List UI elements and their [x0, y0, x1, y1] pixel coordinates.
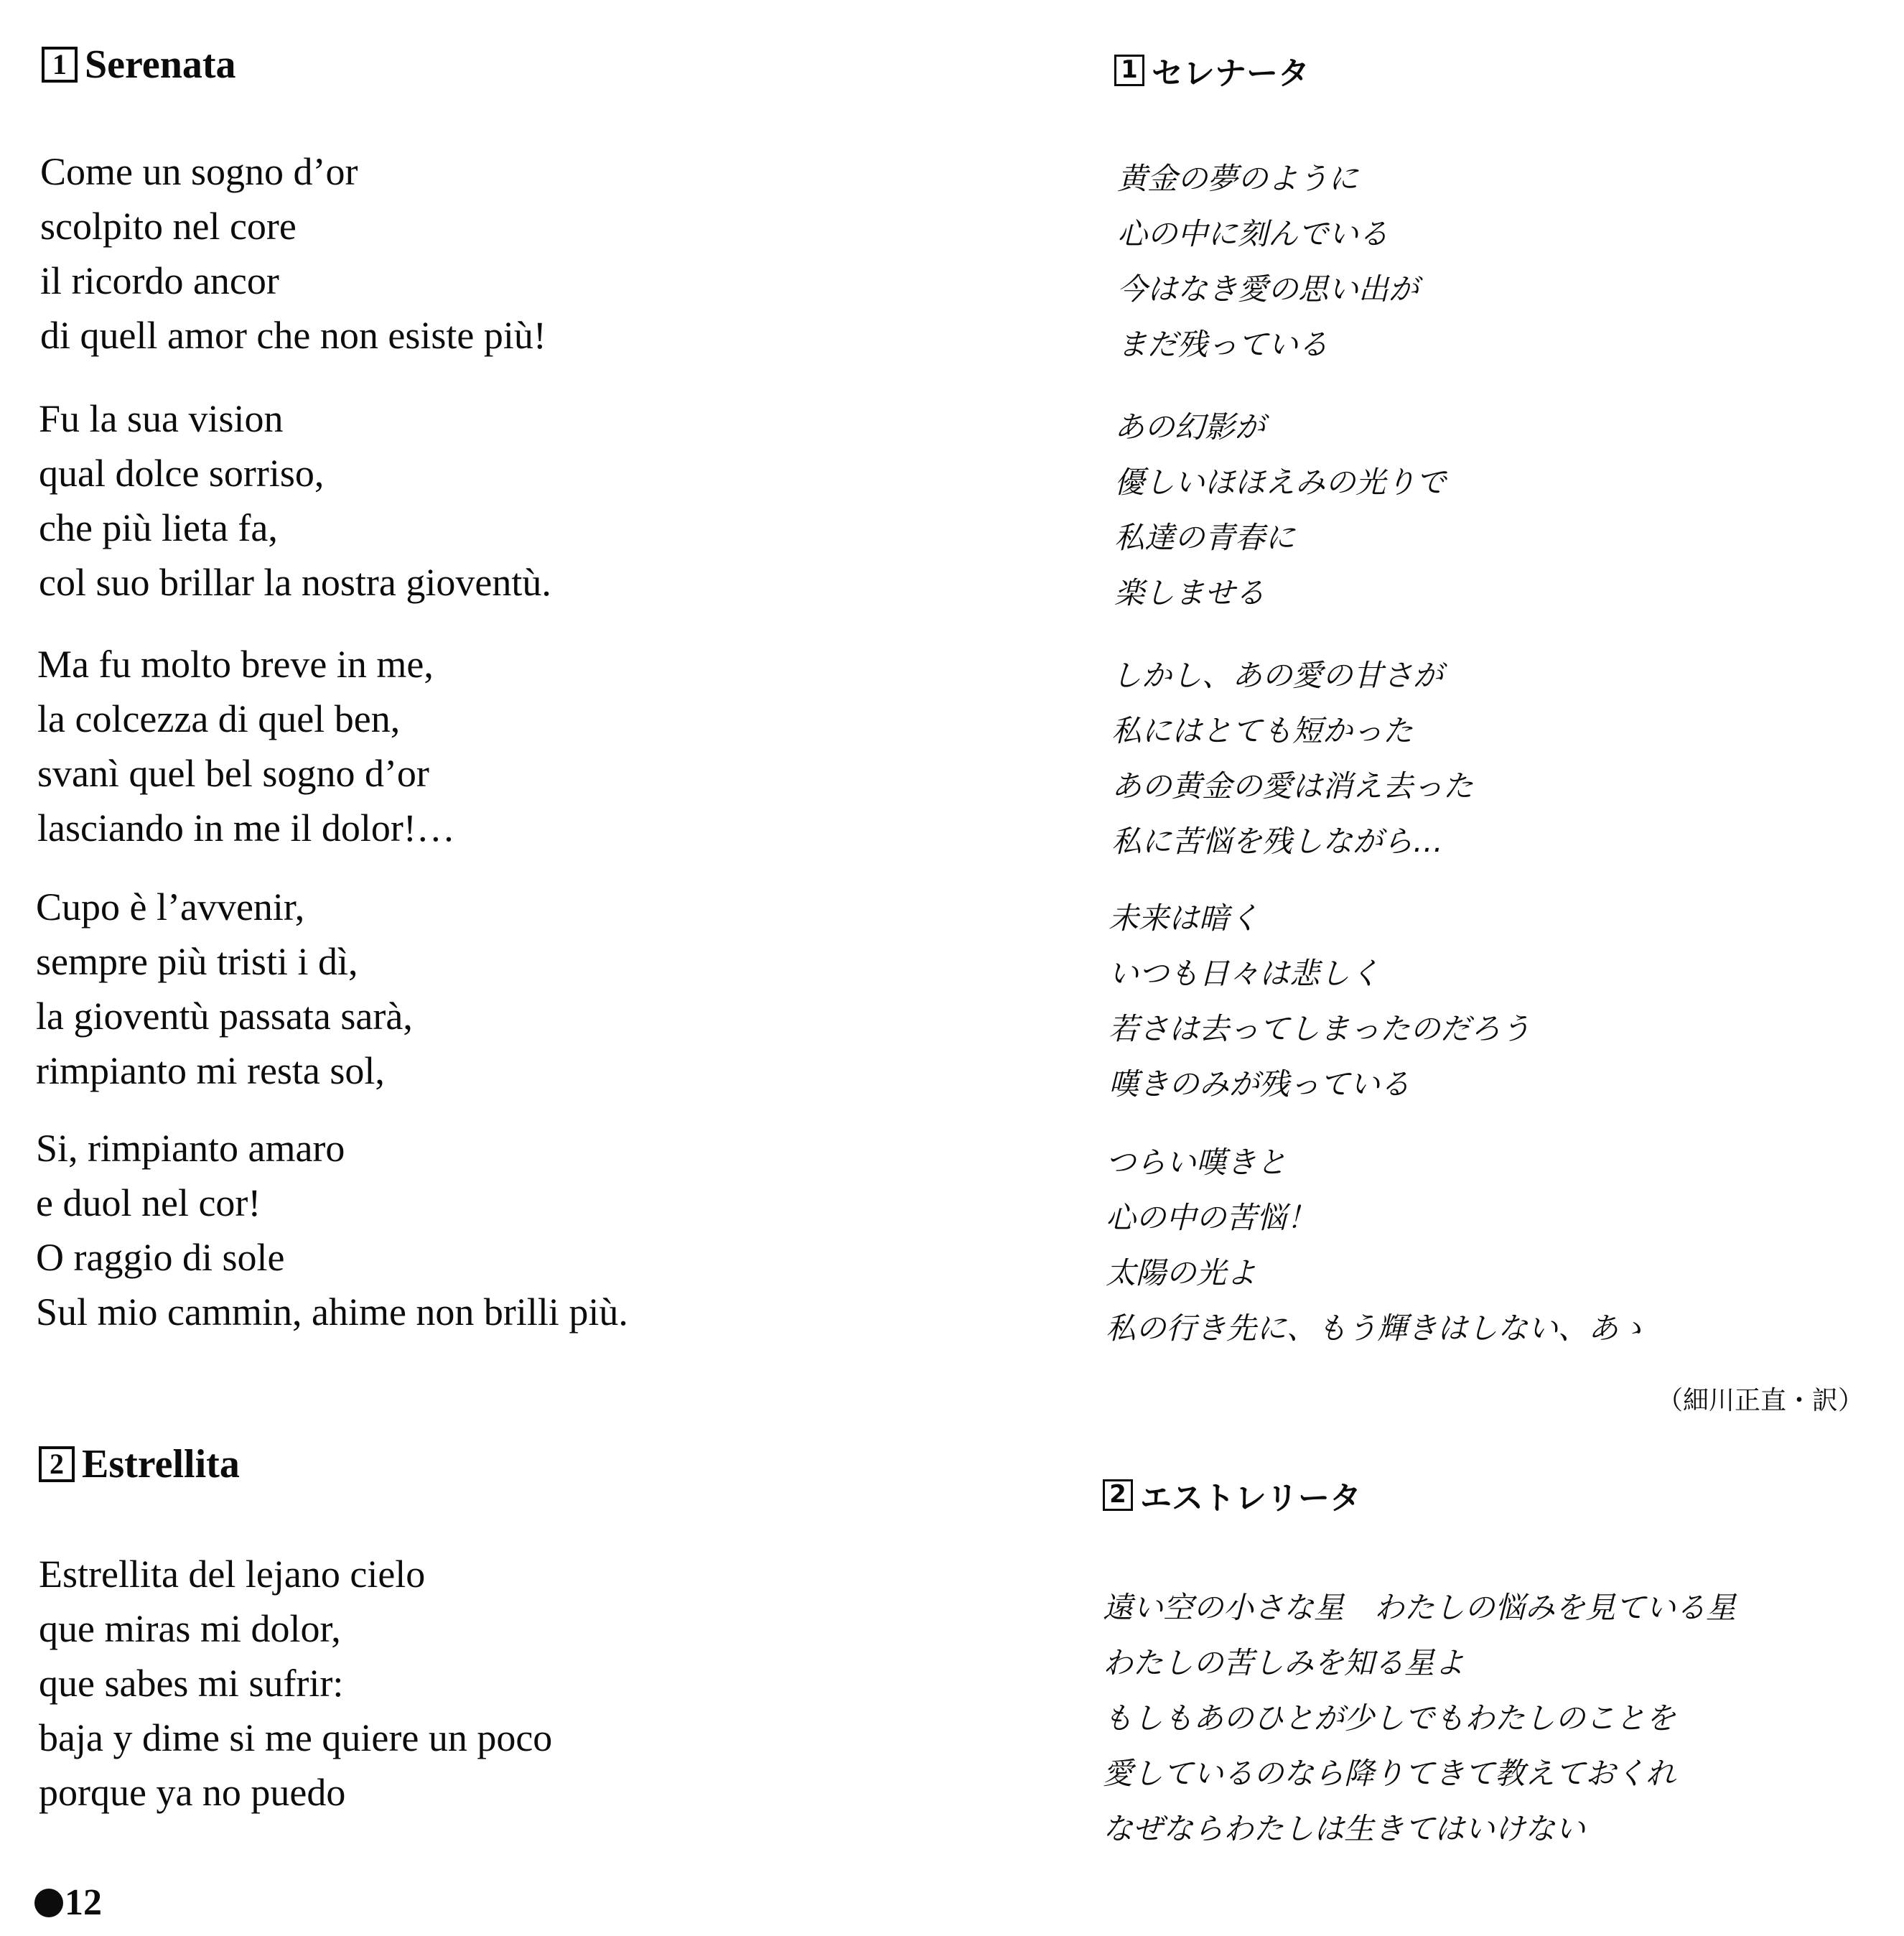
- lyric-line: e duol nel cor!: [36, 1181, 261, 1224]
- serenata-jp-stanza-3: [1111, 648, 1473, 869]
- lyric-line: 楽しませる: [1114, 575, 1266, 610]
- lyric-line: 嘆きのみが残っている: [1109, 1066, 1411, 1102]
- lyric-line: que miras mi dolor,: [39, 1607, 341, 1650]
- lyric-line: 太陽の光よ: [1106, 1255, 1257, 1290]
- lyric-line: Sul mio cammin, ahime non brilli più.: [36, 1290, 628, 1334]
- lyric-line: scolpito nel core: [40, 205, 297, 248]
- estrellita-heading: [39, 1441, 240, 1487]
- lyric-line: qual dolce sorriso,: [39, 452, 325, 495]
- estrellita-jp-heading: [1103, 1472, 1361, 1518]
- lyric-line: Estrellita del lejano cielo: [39, 1553, 426, 1596]
- serenata-jp-stanza-1: [1117, 151, 1419, 372]
- lyric-line: di quell amor che non esiste più!: [40, 314, 546, 357]
- lyric-line: rimpianto mi resta sol,: [36, 1049, 385, 1092]
- lyric-line: 未来は暗く: [1109, 900, 1260, 936]
- estrellita-lyrics: [39, 1547, 552, 1820]
- lyric-line: 私にはとても短かった: [1111, 713, 1414, 748]
- lyric-line: Ma fu molto breve in me,: [37, 643, 434, 686]
- lyric-line: Come un sogno d’or: [40, 150, 358, 193]
- lyric-line: baja y dime si me quiere un poco: [39, 1716, 553, 1759]
- section-title: エストレリータ: [1140, 1480, 1361, 1517]
- lyric-line: なぜならわたしは生きてはいけない: [1103, 1811, 1586, 1846]
- lyric-line: col suo brillar la nostra gioventù.: [39, 561, 551, 604]
- lyric-line: Cupo è l’avvenir,: [36, 885, 305, 929]
- lyric-line: que sabes mi sufrir:: [39, 1662, 344, 1705]
- serenata-jp-stanza-2: [1114, 399, 1446, 620]
- serenata-stanza-4: [36, 880, 413, 1098]
- lyric-line: porque ya no puedo: [39, 1771, 346, 1814]
- serenata-jp-heading: [1114, 47, 1310, 93]
- lyric-line: あの幻影が: [1114, 409, 1266, 445]
- lyric-line: 私達の青春に: [1114, 520, 1296, 555]
- serenata-stanza-3: [37, 637, 455, 855]
- lyric-line: sempre più tristi i dì,: [36, 940, 358, 983]
- lyric-line: la gioventù passata sarà,: [36, 995, 413, 1038]
- lyric-line: いつも日々は悲しく: [1109, 956, 1381, 991]
- lyric-line: che più lieta fa,: [39, 506, 278, 549]
- serenata-stanza-5: [36, 1121, 628, 1339]
- section-number-box: 1: [1114, 55, 1144, 86]
- section-title: Estrellita: [82, 1442, 240, 1486]
- lyric-line: 今はなき愛の思い出が: [1117, 271, 1419, 307]
- lyric-line: Fu la sua vision: [39, 397, 284, 440]
- serenata-jp-stanza-5: [1106, 1135, 1648, 1356]
- lyric-line: 若さは去ってしまったのだろう: [1109, 1011, 1531, 1046]
- lyric-line: 遠い空の小さな星 わたしの悩みを見ている星: [1103, 1590, 1737, 1625]
- lyric-line: 愛しているのなら降りてきて教えておくれ: [1103, 1756, 1676, 1791]
- lyric-line: svanì quel bel sogno d’or: [37, 752, 429, 795]
- serenata-heading: [42, 42, 236, 88]
- lyric-line: しかし、あの愛の甘さが: [1111, 658, 1444, 693]
- lyric-line: Si, rimpianto amaro: [36, 1127, 345, 1170]
- lyric-line: lasciando in me il dolor!…: [37, 806, 455, 850]
- lyric-line: la colcezza di quel ben,: [37, 697, 401, 740]
- section-title: セレナータ: [1152, 55, 1310, 92]
- section-title: Serenata: [85, 42, 236, 87]
- lyric-line: つらい嘆きと: [1106, 1145, 1287, 1180]
- lyric-line: 黄金の夢のように: [1117, 161, 1359, 196]
- lyric-line: il ricordo ancor: [40, 259, 279, 302]
- section-number-box: 2: [39, 1446, 75, 1482]
- section-number-box: 1: [42, 47, 78, 83]
- lyric-line: わたしの苦しみを知る星よ: [1103, 1645, 1465, 1680]
- serenata-stanza-1: [40, 144, 546, 363]
- lyric-line: O raggio di sole: [36, 1236, 285, 1279]
- page-number-value: 12: [65, 1882, 102, 1923]
- lyric-line: 私の行き先に、もう輝きはしない、あゝ: [1106, 1311, 1649, 1346]
- serenata-jp-stanza-4: [1109, 890, 1531, 1112]
- lyric-line: あの黄金の愛は消え去った: [1111, 768, 1474, 804]
- lyric-line: 私に苦悩を残しながら…: [1111, 824, 1444, 859]
- bullet-icon: [34, 1889, 63, 1917]
- serenata-stanza-2: [39, 391, 551, 610]
- lyric-line: もしもあのひとが少しでもわたしのことを: [1103, 1700, 1676, 1736]
- estrellita-jp-lyrics: [1103, 1580, 1736, 1856]
- lyric-line: 優しいほほえみの光りで: [1114, 465, 1447, 500]
- translator-credit: （細川正直・訳）: [1656, 1386, 1864, 1415]
- section-number-box: 2: [1103, 1479, 1133, 1511]
- page-number: [34, 1881, 102, 1924]
- lyric-line: 心の中の苦悩！: [1106, 1200, 1317, 1235]
- lyric-line: 心の中に刻んでいる: [1117, 216, 1389, 251]
- lyric-line: まだ残っている: [1117, 327, 1329, 362]
